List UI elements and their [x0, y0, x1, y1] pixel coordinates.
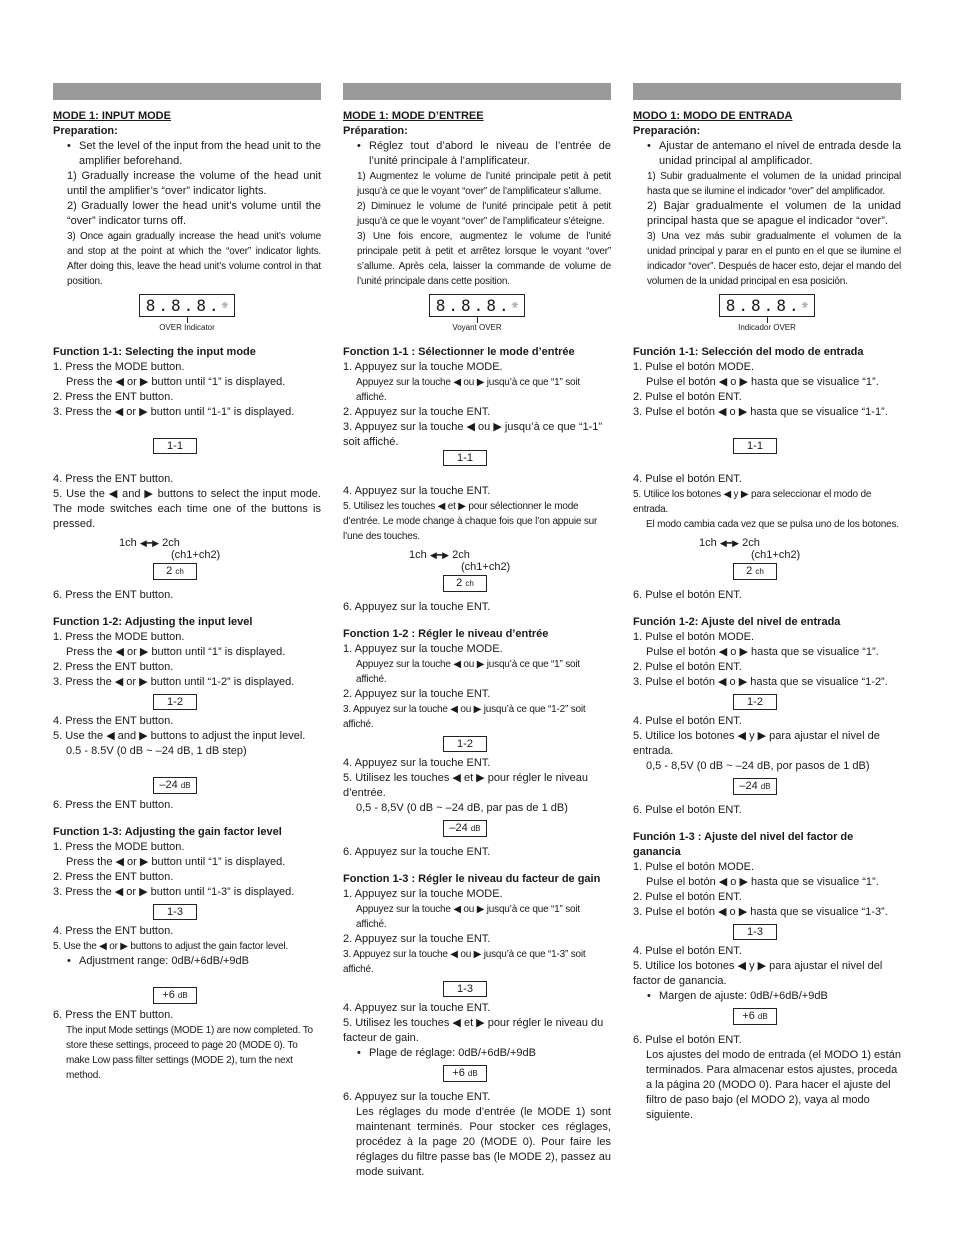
channel-diagram-note: (ch1+ch2) [461, 561, 511, 573]
step: 1. Pulse el botón MODE. [633, 361, 755, 373]
display-box: –24 dB [153, 777, 197, 794]
lcd-display: 8.8.8.☼ [429, 294, 525, 317]
display-box: 1-3 [443, 981, 487, 997]
step: 5. Utilice los botones ◀ y ▶ para ajustar el nivel del factor de ganancia. [633, 960, 883, 987]
function-title: Function 1-2: Adjusting the input level [53, 616, 253, 628]
prep-step: 1) Subir gradualmente el volumen de la unidad principal hasta que se ilumine el indicador “over” del amplificador. [647, 171, 901, 197]
display-box: –24 dB [443, 820, 487, 837]
step: 3. Appuyez sur la touche ◀ ou ▶ jusqu’à ce que “1-2” soit affiché. [343, 704, 586, 730]
preparation-title: Préparation: [343, 125, 408, 137]
step: 5. Utilisez les touches ◀ et ▶ pour régler le niveau d’entrée. [343, 772, 588, 799]
function-title: Fonction 1-2 : Régler le niveau d’entrée [343, 628, 549, 640]
step: El modo cambia cada vez que se pulsa uno de los botones. [646, 519, 899, 530]
prep-step: 3) Once again gradually increase the head unit’s volume and stop at the point at which the “over” indicator lights. After doing this, leave the head unit’s volume control in that position. [67, 231, 321, 287]
prep-step: 2) Bajar gradualmente el volumen de la unidad principal hasta que se apague el indicador “over”. [647, 200, 901, 227]
step: 2. Pulse el botón ENT. [633, 661, 742, 673]
display-box: 1-1 [733, 438, 777, 454]
prep-step: 1) Augmentez le volume de l’unité principale petit à petit jusqu’à ce que le voyant “over” de l’amplificateur s’allume. [357, 171, 611, 197]
step: Appuyez sur la touche ◀ ou ▶ jusqu’à ce que “1” soit affiché. [356, 659, 580, 685]
mode-title: MODO 1: MODO DE ENTRADA [633, 110, 793, 122]
step: 6. Press the ENT button. [53, 799, 174, 811]
step: 3. Press the ◀ or ▶ button until “1-2” is displayed. [53, 676, 295, 688]
step: 1. Pulse el botón MODE. [633, 861, 755, 873]
step: 2. Press the ENT button. [53, 661, 174, 673]
step: 1. Appuyez sur la touche MODE. [343, 643, 503, 655]
step: 6. Pulse el botón ENT. [633, 1034, 742, 1046]
prep-step: 3) Una vez más subir gradualmente el volumen de la unidad principal y parar en el punto en el que se ilumine el indicador “over”. Después de hacer esto, dejar el mando del volumen de la unidad principal en esa posición. [647, 231, 901, 287]
step: 1. Appuyez sur la touche MODE. [343, 888, 503, 900]
display-box: 1-3 [153, 904, 197, 920]
prep-step: 3) Une fois encore, augmentez le volume de l’unité principale petit à petit et arrêtez lorsque le voyant “over” s’allume. Après cela, laisser la commande de volume de l’unité principale dans cette position. [357, 231, 611, 287]
step: 4. Press the ENT button. [53, 925, 174, 937]
section-header-bar [53, 83, 321, 100]
column-english [53, 83, 321, 1083]
display-box: 1-2 [443, 736, 487, 752]
preparation-title: Preparation: [53, 125, 118, 137]
channel-diagram: 1ch ◀━▶ 2ch [699, 537, 760, 549]
step: Appuyez sur la touche ◀ ou ▶ jusqu’à ce que “1” soit affiché. [356, 377, 580, 403]
step: Pulse el botón ◀ o ▶ hasta que se visualice “1”. [646, 876, 879, 888]
step: 4. Appuyez sur la touche ENT. [343, 1002, 491, 1014]
step: 1. Press the MODE button. [53, 631, 185, 643]
step: 5. Utilisez les touches ◀ et ▶ pour sélectionner le mode d’entrée. Le mode change à chaque fois que l’on appuie sur l’une des touches. [343, 501, 598, 542]
lcd-display-illustration [633, 294, 901, 333]
mode-title: MODE 1: INPUT MODE [53, 110, 171, 122]
step: 5. Utilice los botones ◀ y ▶ para seleccionar el modo de entrada. [633, 489, 872, 515]
step: 6. Appuyez sur la touche ENT. [343, 601, 491, 613]
step: 4. Pulse el botón ENT. [633, 945, 742, 957]
step: 2. Appuyez sur la touche ENT. [343, 933, 491, 945]
section-header-bar [343, 83, 611, 100]
step: 4. Press the ENT button. [53, 715, 174, 727]
display-box: +6 dB [153, 987, 197, 1004]
lcd-display: 8.8.8.☼ [139, 294, 235, 317]
step: Press the ◀ or ▶ button until “1” is displayed. [66, 376, 286, 388]
lcd-display-illustration [53, 294, 321, 333]
step: Press the ◀ or ▶ button until “1” is displayed. [66, 856, 286, 868]
step: 3. Pulse el botón ◀ o ▶ hasta que se visualice “1-3”. [633, 906, 888, 918]
step: 3. Press the ◀ or ▶ button until “1-3” is displayed. [53, 886, 295, 898]
lcd-caption: OVER Indicator [159, 323, 215, 332]
step: Pulse el botón ◀ o ▶ hasta que se visualice “1”. [646, 646, 879, 658]
step: Appuyez sur la touche ◀ ou ▶ jusqu’à ce que “1” soit affiché. [356, 904, 580, 930]
display-box: +6 dB [443, 1065, 487, 1082]
lcd-display-illustration [343, 294, 611, 333]
lcd-caption: Voyant OVER [452, 323, 502, 332]
step: 5. Use the ◀ and ▶ buttons to adjust the input level. [53, 730, 306, 742]
display-box: 2 ch [733, 563, 777, 580]
step: 5. Use the ◀ or ▶ buttons to adjust the gain factor level. [53, 941, 289, 952]
display-box: –24 dB [733, 778, 777, 795]
step: 6. Press the ENT button. [53, 589, 174, 601]
step: 4. Appuyez sur la touche ENT. [343, 485, 491, 497]
function-title: Función 1-2: Ajuste del nivel de entrada [633, 616, 841, 628]
step: 6. Pulse el botón ENT. [633, 589, 742, 601]
step: 6. Pulse el botón ENT. [633, 804, 742, 816]
step: 2. Pulse el botón ENT. [633, 391, 742, 403]
completion-note: Les réglages du mode d’entrée (le MODE 1) sont maintenant terminés. Pour stocker ces réglages, procédez à la page 20 (MODE 0). Pour faire les réglages du filtre passe bas (le MODE 2), passez au mode suivant. [356, 1106, 611, 1178]
lcd-display: 8.8.8.☼ [719, 294, 815, 317]
prep-step: 2) Gradually lower the head unit’s volume until the “over” indicator turns off. [67, 200, 321, 227]
display-box: 1-1 [153, 438, 197, 454]
step: 1. Press the MODE button. [53, 841, 185, 853]
step: 4. Appuyez sur la touche ENT. [343, 757, 491, 769]
step: 2. Appuyez sur la touche ENT. [343, 406, 491, 418]
step: 5. Utilice los botones ◀ y ▶ para ajustar el nivel de entrada. [633, 730, 880, 757]
display-box: +6 dB [733, 1008, 777, 1025]
lcd-caption: Indicador OVER [738, 323, 796, 332]
step: 3. Pulse el botón ◀ o ▶ hasta que se visualice “1-2”. [633, 676, 888, 688]
section-header-bar [633, 83, 901, 100]
step: 4. Press the ENT button. [53, 473, 174, 485]
column-french [343, 83, 611, 1180]
double-arrow-icon: ◀━▶ [139, 538, 160, 548]
display-box: 1-2 [733, 694, 777, 710]
step: 2. Appuyez sur la touche ENT. [343, 688, 491, 700]
column-spanish [633, 83, 901, 1123]
range-bullet: • Adjustment range: 0dB/+6dB/+9dB [67, 955, 250, 967]
function-title: Función 1-1: Selección del modo de entrada [633, 346, 864, 358]
over-indicator-icon: ☼ [801, 299, 809, 312]
preparation-bullet: • Set the level of the input from the head unit to the amplifier beforehand. [67, 140, 321, 167]
over-indicator-icon: ☼ [511, 299, 519, 312]
step: 5. Use the ◀ and ▶ buttons to select the input mode. The mode switches each time one of the buttons is pressed. [53, 488, 321, 530]
channel-diagram-note: (ch1+ch2) [171, 549, 221, 561]
step: Pulse el botón ◀ o ▶ hasta que se visualice “1”. [646, 376, 879, 388]
completion-note: Los ajustes del modo de entrada (el MODO 1) están terminados. Para almacenar estos ajustes, proceda a la página 20 (MODO 0). Para hacer el ajuste del filtro de paso bajo (el MODO 2), vaya al modo siguiente. [646, 1049, 901, 1121]
double-arrow-icon: ◀━▶ [429, 550, 450, 560]
over-indicator-icon: ☼ [221, 299, 229, 312]
function-title: Función 1-3 : Ajuste del nivel del factor de ganancia [633, 831, 854, 858]
step: 0,5 - 8,5V (0 dB ~ –24 dB, por pasos de 1 dB) [646, 760, 870, 772]
completion-note: The input Mode settings (MODE 1) are now completed. To store these settings, proceed to page 20 (MODE 0). To make Low pass filter settings (MODE 2), turn the next method. [66, 1025, 313, 1081]
preparation-bullet: • Ajustar de antemano el nivel de entrada desde la unidad principal al amplificador. [647, 140, 901, 167]
function-title: Function 1-1: Selecting the input mode [53, 346, 256, 358]
step: Press the ◀ or ▶ button until “1” is displayed. [66, 646, 286, 658]
function-title: Function 1-3: Adjusting the gain factor level [53, 826, 282, 838]
step: 6. Press the ENT button. [53, 1009, 174, 1021]
step: 3. Appuyez sur la touche ◀ ou ▶ jusqu’à ce que “1-1” soit affiché. [343, 421, 603, 448]
prep-step: 1) Gradually increase the volume of the head unit until the amplifier’s “over” indicator lights. [67, 170, 321, 197]
range-bullet: • Plage de réglage: 0dB/+6dB/+9dB [357, 1047, 536, 1059]
display-box: 2 ch [443, 575, 487, 592]
display-box: 1-2 [153, 694, 197, 710]
step: 2. Press the ENT button. [53, 391, 174, 403]
display-box: 1-1 [443, 450, 487, 466]
display-box: 1-3 [733, 924, 777, 940]
step: 3. Press the ◀ or ▶ button until “1-1” is displayed. [53, 406, 295, 418]
range-bullet: • Margen de ajuste: 0dB/+6dB/+9dB [647, 990, 828, 1002]
preparation-bullet: • Réglez tout d’abord le niveau de l’entrée de l’unité principale à l’amplificateur. [357, 140, 611, 167]
display-box: 2 ch [153, 563, 197, 580]
step: 5. Utilisez les touches ◀ et ▶ pour régler le niveau du facteur de gain. [343, 1017, 604, 1044]
step: 6. Appuyez sur la touche ENT. [343, 846, 491, 858]
function-title: Fonction 1-3 : Régler le niveau du facteur de gain [343, 873, 601, 885]
step: 4. Pulse el botón ENT. [633, 473, 742, 485]
channel-diagram: 1ch ◀━▶ 2ch [409, 549, 470, 561]
step: 3. Appuyez sur la touche ◀ ou ▶ jusqu’à ce que “1-3” soit affiché. [343, 949, 586, 975]
mode-title: MODE 1: MODE D’ENTREE [343, 110, 484, 122]
step: 0,5 - 8,5V (0 dB ~ –24 dB, par pas de 1 dB) [356, 802, 568, 814]
step: 2. Pulse el botón ENT. [633, 891, 742, 903]
step: 0.5 - 8.5V (0 dB ~ –24 dB, 1 dB step) [66, 745, 247, 757]
channel-diagram: 1ch ◀━▶ 2ch [119, 537, 180, 549]
channel-diagram-note: (ch1+ch2) [751, 549, 801, 561]
function-title: Fonction 1-1 : Sélectionner le mode d’entrée [343, 346, 575, 358]
step: 2. Press the ENT button. [53, 871, 174, 883]
step: 3. Pulse el botón ◀ o ▶ hasta que se visualice “1-1”. [633, 406, 888, 418]
step: 6. Appuyez sur la touche ENT. [343, 1091, 491, 1103]
step: 1. Pulse el botón MODE. [633, 631, 755, 643]
prep-step: 2) Diminuez le volume de l’unité principale petit à petit jusqu’à ce que le voyant “over” de l’amplificateur s’éteigne. [357, 201, 611, 227]
step: 1. Appuyez sur la touche MODE. [343, 361, 503, 373]
double-arrow-icon: ◀━▶ [719, 538, 740, 548]
step: 1. Press the MODE button. [53, 361, 185, 373]
preparation-title: Preparación: [633, 125, 701, 137]
step: 4. Pulse el botón ENT. [633, 715, 742, 727]
